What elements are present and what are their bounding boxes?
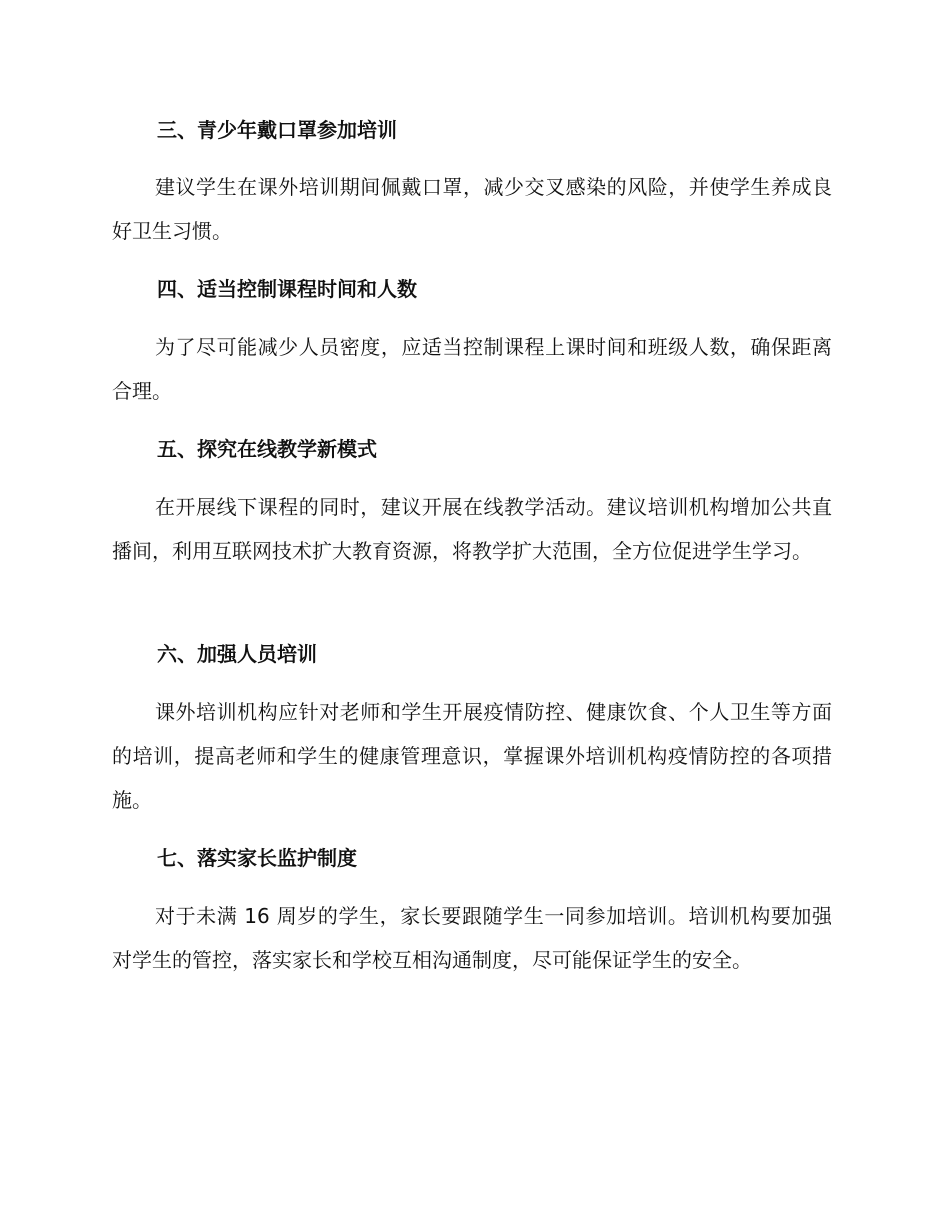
section-paragraph: 对于未满 16 周岁的学生，家长要跟随学生一同参加培训。培训机构要加强对学生的管控，落实家长和学校互相沟通制度，尽可能保证学生的安全。 — [112, 904, 832, 972]
section-heading: 四、适当控制课程时间和人数 — [157, 277, 417, 301]
section-paragraph: 在开展线下课程的同时，建议开展在线教学活动。建议培训机构增加公共直播间，利用互联网技术扩大教育资源，将教学扩大范围，全方位促进学生学习。 — [112, 495, 832, 563]
section-heading: 三、青少年戴口罩参加培训 — [157, 118, 397, 142]
section-paragraph: 为了尽可能减少人员密度，应适当控制课程上课时间和班级人数，确保距离合理。 — [112, 335, 832, 403]
section-paragraph: 建议学生在课外培训期间佩戴口罩，减少交叉感染的风险，并使学生养成良好卫生习惯。 — [112, 175, 832, 243]
section-heading: 六、加强人员培训 — [157, 642, 317, 666]
section-paragraph: 课外培训机构应针对老师和学生开展疫情防控、健康饮食、个人卫生等方面的培训，提高老师和学生的健康管理意识，掌握课外培训机构疫情防控的各项措施。 — [112, 700, 832, 812]
section-heading: 五、探究在线教学新模式 — [157, 437, 377, 461]
section-heading: 七、落实家长监护制度 — [157, 846, 357, 870]
